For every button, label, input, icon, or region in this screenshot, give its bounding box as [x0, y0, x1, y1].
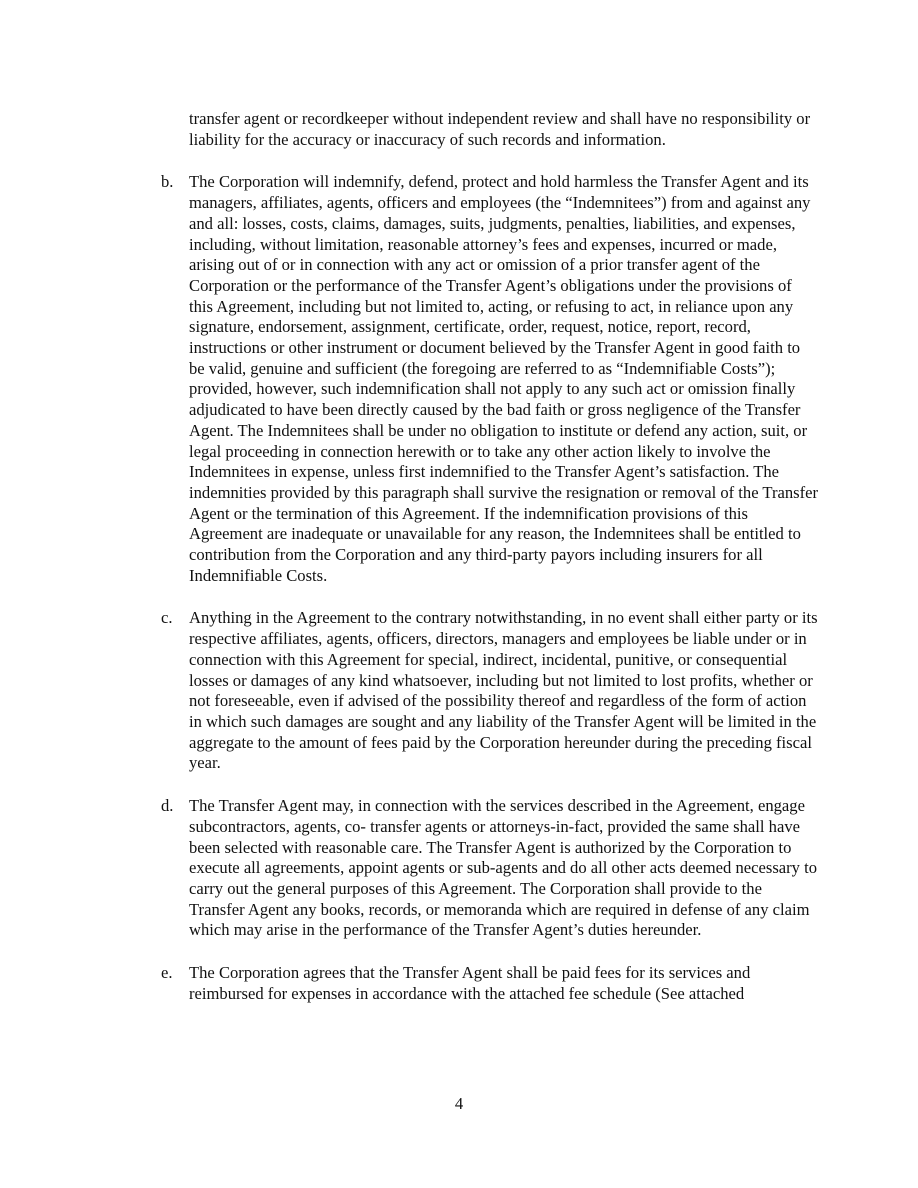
continuation-paragraph: transfer agent or recordkeeper without independent review and shall have no responsibility or liability for the accuracy or inaccuracy of such records and information. — [189, 109, 811, 149]
list-item-d — [161, 796, 819, 941]
list-item-c — [161, 608, 819, 774]
item-label: e. — [161, 963, 173, 983]
list-item-b — [161, 172, 819, 586]
page-number: 4 — [454, 1094, 464, 1113]
item-label: c. — [161, 608, 173, 628]
item-label: b. — [161, 172, 174, 192]
list-item-e — [161, 963, 819, 1004]
page-body — [161, 109, 819, 1004]
item-text: The Corporation agrees that the Transfer Agent shall be paid fees for its services and reimbursed for expenses in accordance with the attached fee schedule (See attached — [189, 963, 751, 1003]
item-text: The Transfer Agent may, in connection with the services described in the Agreement, engage subcontractors, agents, co- transfer agents or attorneys-in-fact, provided the same shall have been selected with reasonable care. The Transfer Agent is authorized by the Corporation to execute all agreements, appoint agents or sub-agents and do all other acts deemed necessary to carry out the general purposes of this Agreement. The Corporation shall provide to the Transfer Agent any books, records, or memoranda which are required in defense of any claim which may arise in the performance of the Transfer Agent’s duties hereunder. — [189, 796, 818, 940]
item-label: d. — [161, 796, 174, 816]
item-text: Anything in the Agreement to the contrary notwithstanding, in no event shall either party or its respective affiliates, agents, officers, directors, managers and employees be liable under or in connection with this Agreement for special, indirect, incidental, punitive, or consequential losses or damages of any kind whatsoever, including but not limited to lost profits, whether or not foreseeable, even if advised of the possibility thereof and regardless of the form of action in which such damages are sought and any liability of the Transfer Agent will be limited in the aggregate to the amount of fees paid by the Corporation hereunder during the preceding fiscal year. — [189, 608, 818, 773]
item-text: The Corporation will indemnify, defend, protect and hold harmless the Transfer Agent and its managers, affiliates, agents, officers and employees (the “Indemnitees”) from and against any and all: losses, costs, claims, damages, suits, judgments, penalties, liabilities, and expenses, including, without limitation, reasonable attorney’s fees and expenses, incurred or made, arising out of or in connection with any act or omission of a prior transfer agent of the Corporation or the performance of the Transfer Agent’s obligations under the provisions of this Agreement, including but not limited to, acting, or refusing to act, in reliance upon any signature, endorsement, assignment, certificate, order, request, notice, report, record, instructions or other instrument or document believed by the Transfer Agent in good faith to be valid, genuine and sufficient (the foregoing are referred to as “Indemnifiable Costs”); provided, however, such indemnification shall not apply to any such act or omission finally adjudicated to have been directly caused by the bad faith or gross negligence of the Transfer Agent. The Indemnitees shall be under no obligation to institute or defend any action, suit, or legal proceeding in connection herewith or to take any other action likely to involve the Indemnitees in expense, unless first indemnified to the Transfer Agent’s satisfaction. The indemnities provided by this paragraph shall survive the resignation or removal of the Transfer Agent or the termination of this Agreement. If the indemnification provisions of this Agreement are inadequate or unavailable for any reason, the Indemnitees shall be entitled to contribution from the Corporation and any third-party payors including insurers for all Indemnifiable Costs. — [189, 172, 819, 585]
